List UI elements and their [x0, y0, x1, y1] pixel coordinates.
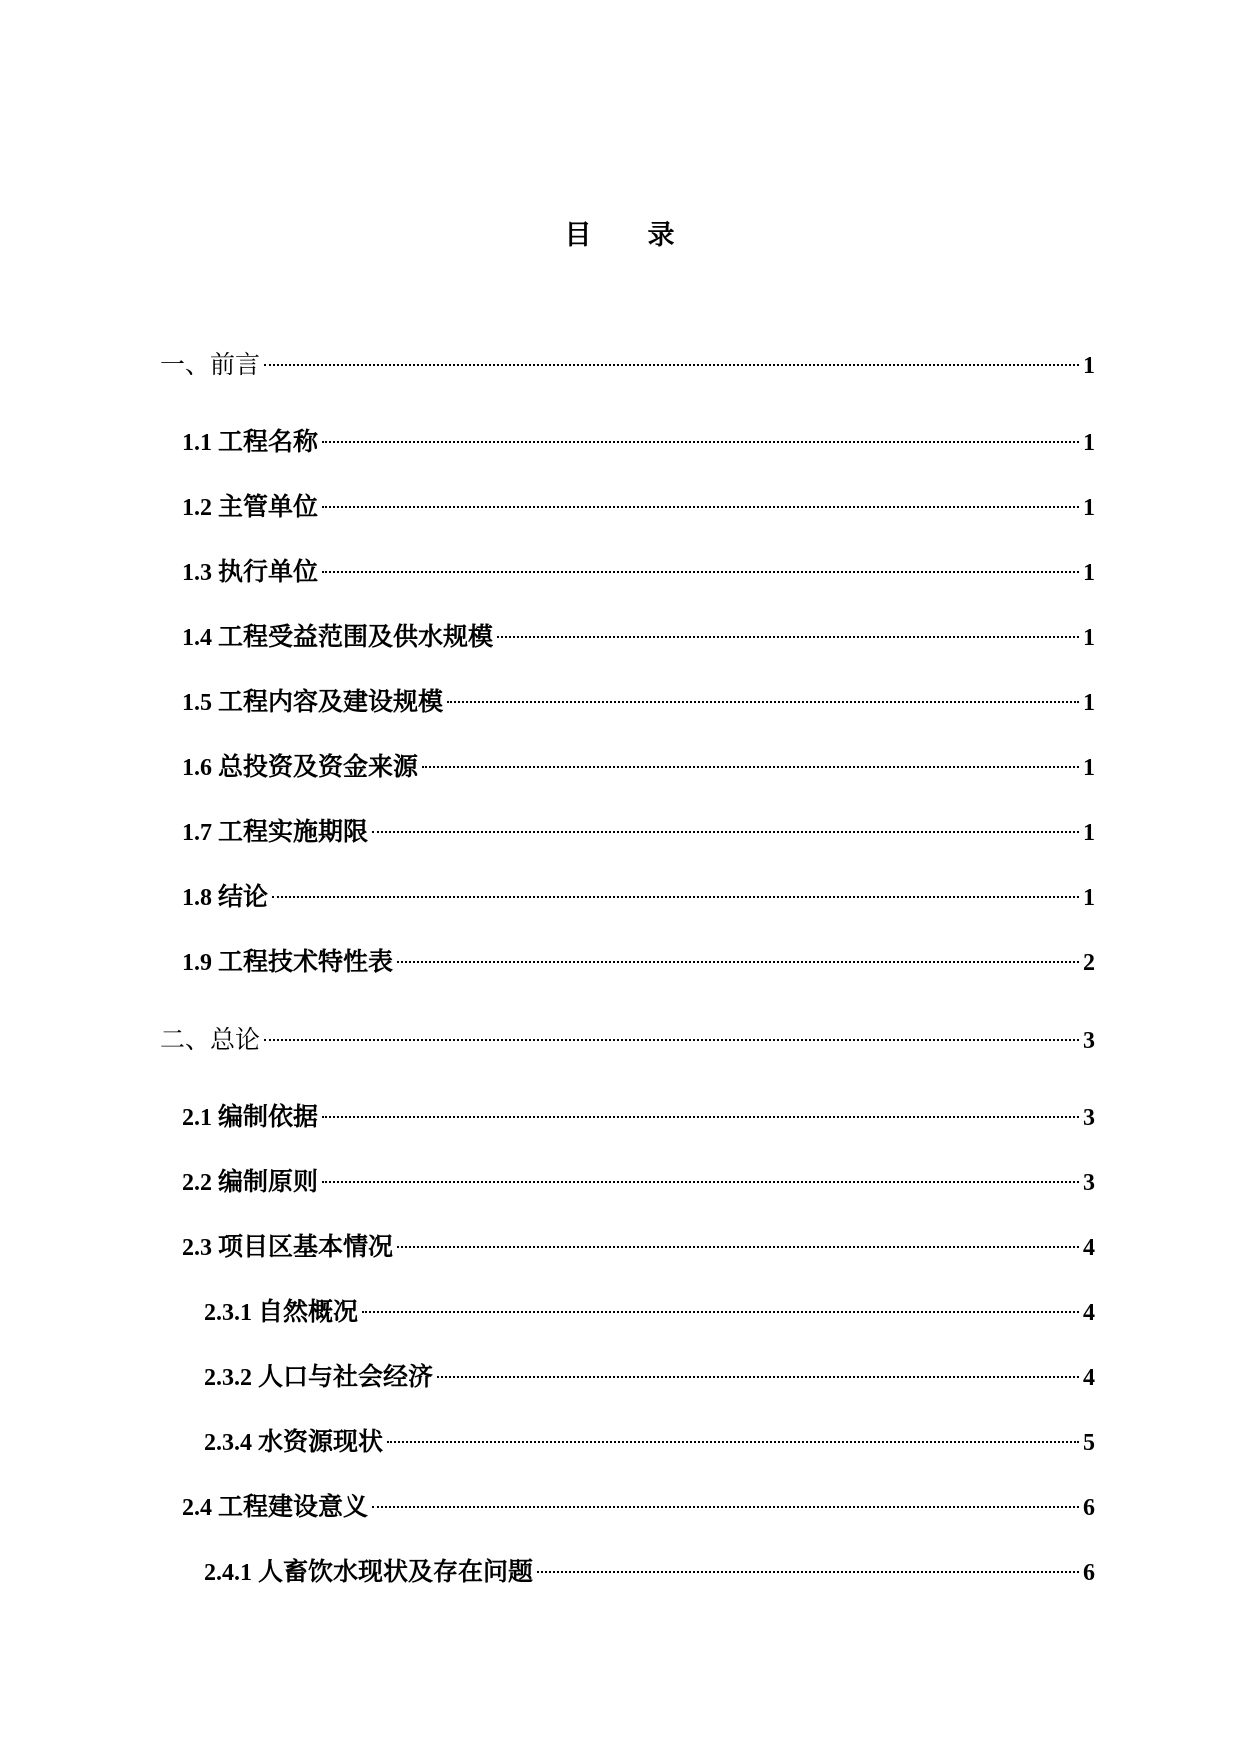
toc-entry[interactable]: [204, 1357, 1095, 1395]
toc-page-number: 1: [1083, 885, 1095, 911]
toc-dot-leader: [372, 831, 1079, 833]
toc-entry[interactable]: [182, 487, 1095, 525]
toc-entry-number: 2.1: [182, 1105, 212, 1131]
toc-entry-title: 工程建设意义: [218, 1492, 369, 1521]
toc-dot-leader: [447, 701, 1079, 703]
title-char-2: 录: [647, 219, 677, 251]
toc-dot-leader: [537, 1571, 1079, 1573]
toc-entry[interactable]: [182, 942, 1095, 980]
toc-entry-title: 自然概况: [258, 1297, 359, 1326]
toc-entry-number: 1.4: [182, 625, 212, 651]
toc-entry-title: 主管单位: [218, 492, 319, 521]
toc-entry[interactable]: [204, 1422, 1095, 1460]
toc-entry[interactable]: [182, 747, 1095, 785]
toc-dot-leader: [264, 1039, 1079, 1041]
toc-entry-number: 一、: [160, 350, 211, 379]
toc-entry-title: 人畜饮水现状及存在问题: [258, 1557, 534, 1586]
toc-entry[interactable]: [182, 1097, 1095, 1135]
toc-entry-title: 结论: [218, 882, 269, 911]
toc-entry-title: 工程技术特性表: [218, 947, 394, 976]
page-title: [0, 208, 1241, 256]
toc-entry[interactable]: [182, 552, 1095, 590]
toc-entry[interactable]: [182, 422, 1095, 460]
toc-page-number: 1: [1083, 495, 1095, 521]
toc-entry-title: 总投资及资金来源: [218, 752, 419, 781]
toc-entry-number: 1.5: [182, 690, 212, 716]
toc-entry[interactable]: [204, 1292, 1095, 1330]
toc-dot-leader: [372, 1506, 1079, 1508]
toc-entry-title: 水资源现状: [258, 1427, 384, 1456]
toc-dot-leader: [264, 364, 1079, 366]
toc-page-number: 1: [1083, 820, 1095, 846]
toc-page-number: 3: [1083, 1105, 1095, 1131]
toc-entry-title: 工程名称: [218, 427, 319, 456]
toc-dot-leader: [387, 1441, 1079, 1443]
toc-page-number: 5: [1083, 1430, 1095, 1456]
title-char-1: 目: [564, 219, 594, 251]
toc-entry-title: 编制依据: [218, 1102, 319, 1131]
toc-dot-leader: [322, 1181, 1079, 1183]
toc-entry-number: 1.7: [182, 820, 212, 846]
toc-entry-title: 总论: [210, 1025, 261, 1054]
toc-page-number: 1: [1083, 625, 1095, 651]
toc-entry[interactable]: [182, 1162, 1095, 1200]
toc-page-number: 1: [1083, 755, 1095, 781]
toc-entry-title: 执行单位: [218, 557, 319, 586]
toc-entry[interactable]: [182, 682, 1095, 720]
toc-page-number: 1: [1083, 430, 1095, 456]
toc-page-number: 3: [1083, 1028, 1095, 1054]
toc-entry-number: 二、: [160, 1025, 211, 1054]
toc-entry-title: 人口与社会经济: [258, 1362, 434, 1391]
toc-page-number: 1: [1083, 353, 1095, 379]
toc-page-number: 6: [1083, 1560, 1095, 1586]
toc-entry-number: 1.1: [182, 430, 212, 456]
toc-page-number: 4: [1083, 1365, 1095, 1391]
toc-entry-number: 1.3: [182, 560, 212, 586]
toc-entry-title: 工程内容及建设规模: [218, 687, 444, 716]
toc-entry[interactable]: [182, 877, 1095, 915]
toc-entry-number: 1.9: [182, 950, 212, 976]
toc-dot-leader: [437, 1376, 1079, 1378]
toc-entry-number: 2.3.2: [204, 1365, 252, 1391]
toc-page-number: 4: [1083, 1235, 1095, 1261]
toc-entry-number: 2.3.4: [204, 1430, 252, 1456]
toc-page-number: 6: [1083, 1495, 1095, 1521]
toc-dot-leader: [322, 441, 1079, 443]
toc-entry-number: 2.4.1: [204, 1560, 252, 1586]
toc-page-number: 2: [1083, 950, 1095, 976]
toc-entry-number: 1.6: [182, 755, 212, 781]
toc-page-number: 4: [1083, 1300, 1095, 1326]
toc-dot-leader: [397, 961, 1079, 963]
toc-entry[interactable]: [182, 1487, 1095, 1525]
toc-entry-number: 1.2: [182, 495, 212, 521]
toc-dot-leader: [362, 1311, 1079, 1313]
toc-entry-number: 2.2: [182, 1170, 212, 1196]
toc-entry[interactable]: [182, 1227, 1095, 1265]
toc-entry[interactable]: [182, 617, 1095, 655]
toc-page-number: 3: [1083, 1170, 1095, 1196]
toc-dot-leader: [497, 636, 1079, 638]
toc-entry-title: 前言: [210, 350, 261, 379]
toc-page-number: 1: [1083, 690, 1095, 716]
toc-dot-leader: [397, 1246, 1079, 1248]
toc-entry[interactable]: [204, 1552, 1095, 1590]
toc-entry[interactable]: [160, 345, 1095, 383]
toc-entry-number: 2.3.1: [204, 1300, 252, 1326]
toc-entry-number: 2.3: [182, 1235, 212, 1261]
toc-dot-leader: [322, 571, 1079, 573]
toc-entry[interactable]: [182, 812, 1095, 850]
toc-page-number: 1: [1083, 560, 1095, 586]
toc-dot-leader: [422, 766, 1079, 768]
toc-dot-leader: [322, 1116, 1079, 1118]
toc-dot-leader: [322, 506, 1079, 508]
toc-entry-number: 2.4: [182, 1495, 212, 1521]
toc-entry-title: 编制原则: [218, 1167, 319, 1196]
toc-entry-title: 工程实施期限: [218, 817, 369, 846]
toc-entry-title: 项目区基本情况: [218, 1232, 394, 1261]
toc-entry-title: 工程受益范围及供水规模: [218, 622, 494, 651]
toc-entry[interactable]: [160, 1020, 1095, 1058]
toc-entry-number: 1.8: [182, 885, 212, 911]
toc-dot-leader: [272, 896, 1079, 898]
